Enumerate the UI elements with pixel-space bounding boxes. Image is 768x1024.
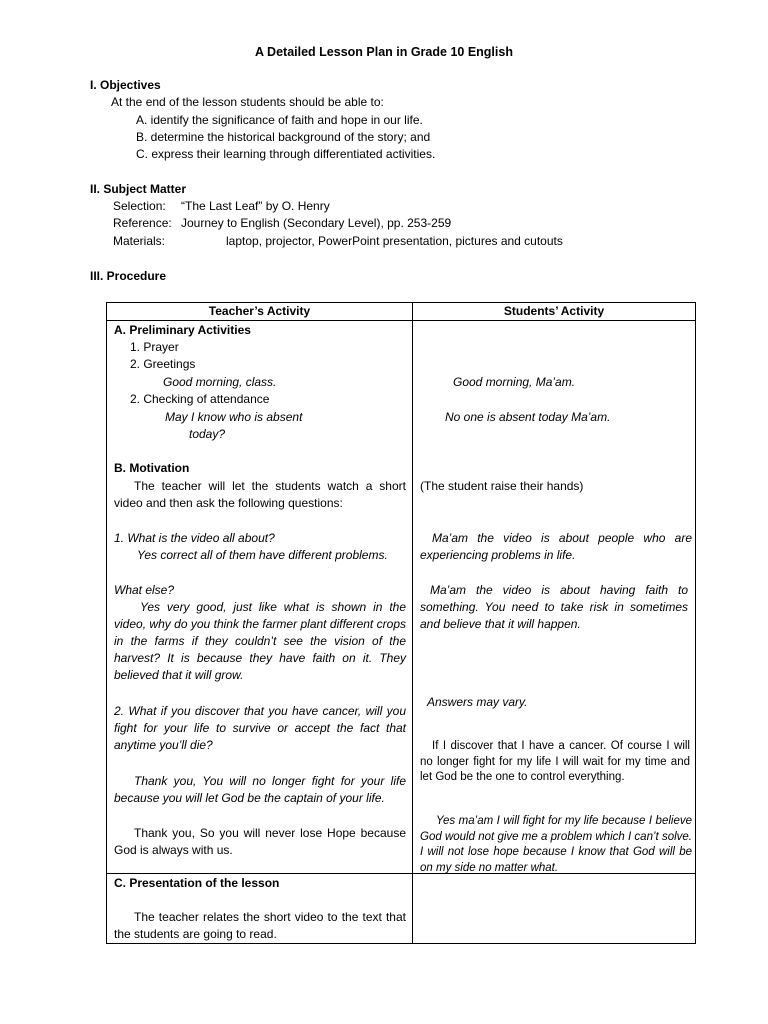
selection-label: Selection: <box>113 199 166 213</box>
materials-value: laptop, projector, PowerPoint presentation, pictures and cutouts <box>226 234 563 248</box>
student-response: Yes ma’am I will fight for my life because I believe God would not give me a problem which I can’t solve. I will not lose hope because I know that God will be on my side no matter what. <box>420 815 692 874</box>
preliminary-heading: A. Preliminary Activities <box>114 323 251 337</box>
procedure-heading: III. Procedure <box>90 269 167 283</box>
student-response: Ma’am the video is about people who are experiencing problems in life. <box>420 531 692 562</box>
reference-label: Reference: <box>113 216 172 230</box>
motivation-intro: The teacher will let the students watch a short video and then ask the following questions: <box>114 479 406 510</box>
student-response: Ma’am the video is about having faith to something. You need to take risk in sometimes and believe that it will happen. <box>420 583 688 631</box>
teacher-cell-ab <box>107 321 413 874</box>
teacher-column-header: Teacher’s Activity <box>107 303 413 321</box>
question-2: 2. What if you discover that you have cancer, will you fight for your life to survive or accept the fact that anytime you’ll die? <box>114 704 406 752</box>
objectives-heading: I. Objectives <box>90 78 161 92</box>
students-cell-c <box>413 874 696 944</box>
procedure-table <box>106 302 696 944</box>
reference-value: Journey to English (Secondary Level), pp. 253-259 <box>181 216 452 230</box>
what-else-response: Yes very good, just like what is shown in the video, why do you think the farmer plant different crops in the farms if they couldn’t see the vision of the harvest? It is because they have faith on it. They believed that it will grow. <box>114 600 406 682</box>
thank-you-2: Thank you, So you will never lose Hope because God is always with us. <box>114 826 406 857</box>
what-else: What else? <box>114 583 175 597</box>
list-item: May I know who is absent <box>165 410 303 424</box>
objective-item: A. identify the significance of faith and hope in our life. <box>136 113 423 127</box>
students-cell-ab <box>413 321 696 874</box>
objective-item: B. determine the historical background of the story; and <box>136 130 431 144</box>
subject-matter-heading: II. Subject Matter <box>90 182 187 196</box>
page-title: A Detailed Lesson Plan in Grade 10 English <box>255 45 513 59</box>
table-header-row <box>107 303 696 321</box>
teacher-cell-c <box>107 874 413 944</box>
question-1-response: Yes correct all of them have different problems. <box>137 548 388 562</box>
materials-label: Materials: <box>113 234 166 248</box>
list-item: today? <box>189 427 226 441</box>
objectives-intro: At the end of the lesson students should be able to: <box>111 95 384 109</box>
motivation-heading: B. Motivation <box>114 461 190 475</box>
student-response: No one is absent today Ma’am. <box>445 410 611 424</box>
question-1: 1. What is the video all about? <box>114 531 275 545</box>
selection-value: “The Last Leaf” by O. Henry <box>181 199 330 213</box>
table-row <box>107 321 696 874</box>
presentation-text: The teacher relates the short video to the text that the students are going to read. <box>114 910 406 941</box>
list-item: 2. Checking of attendance <box>130 392 270 406</box>
student-response: (The student raise their hands) <box>420 479 584 493</box>
presentation-heading: C. Presentation of the lesson <box>114 876 280 890</box>
table-row <box>107 874 696 944</box>
student-response: Answers may vary. <box>427 695 528 709</box>
thank-you-1: Thank you, You will no longer fight for your life because you will let God be the captain of your life. <box>114 774 406 805</box>
list-item: 1. Prayer <box>130 340 179 354</box>
objective-item: C. express their learning through differentiated activities. <box>136 147 436 161</box>
list-item: 2. Greetings <box>130 357 196 371</box>
students-column-header: Students’ Activity <box>413 303 696 321</box>
list-item: Good morning, class. <box>163 375 277 389</box>
student-response: If I discover that I have a cancer. Of course I will no longer fight for my life I will wait for my time and let God be the one to control everything. <box>420 740 690 783</box>
student-response: Good morning, Ma’am. <box>453 375 576 389</box>
